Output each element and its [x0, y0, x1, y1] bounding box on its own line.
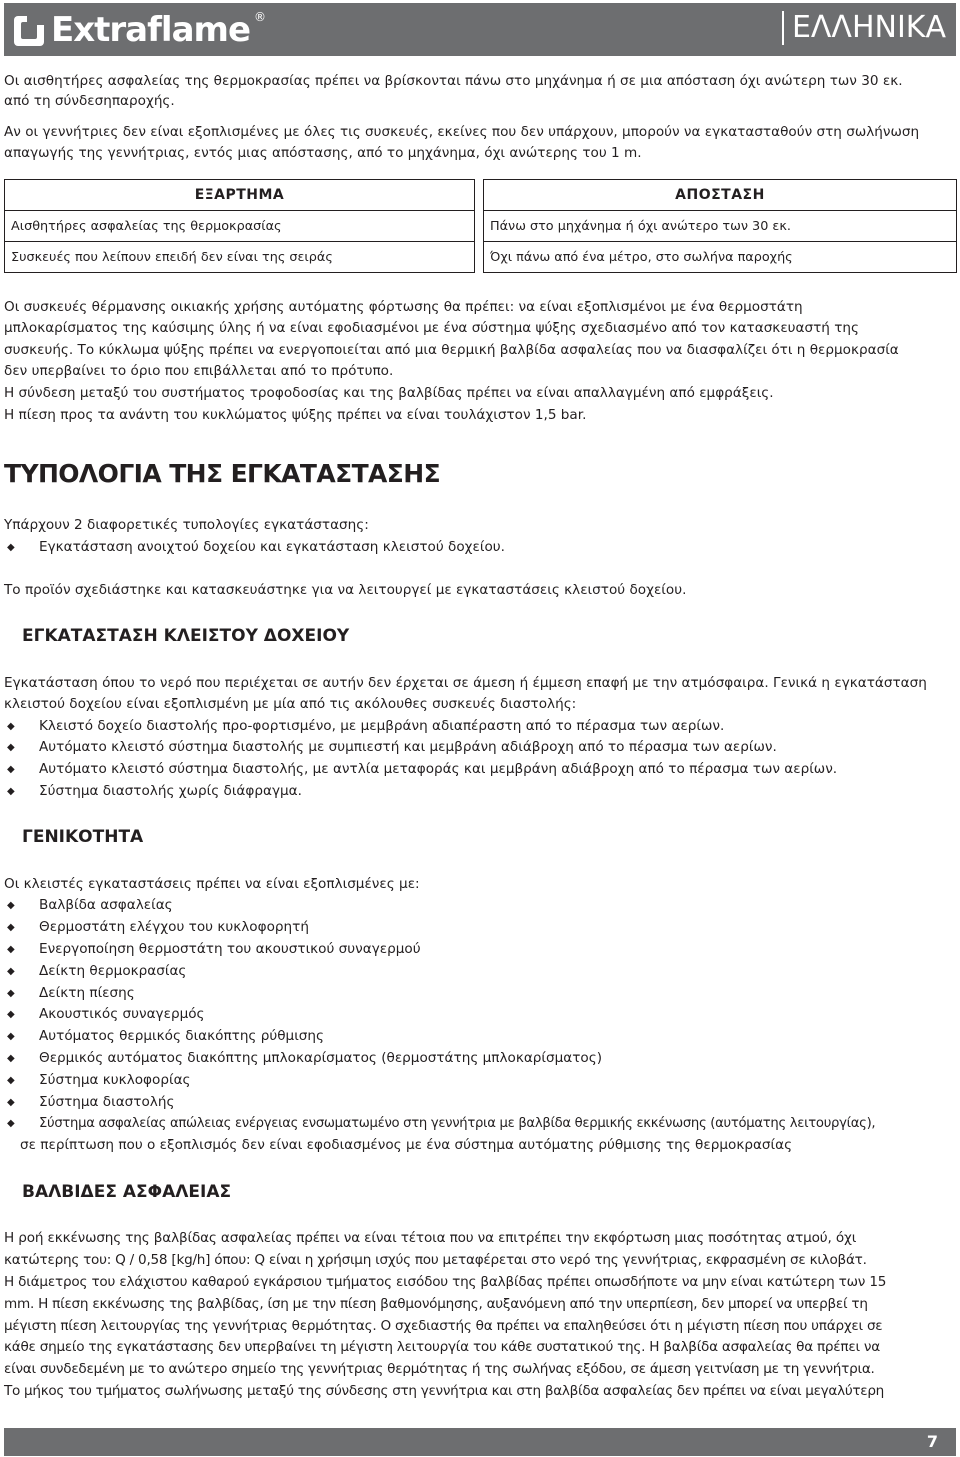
list-item: ◆ Δείκτη πίεσης — [4, 983, 135, 1005]
intro-line: από τη σύνδεσηπαροχής. — [4, 93, 175, 109]
bullet-icon: ◆ — [7, 922, 15, 933]
bullet-icon: ◆ — [7, 721, 15, 732]
paragraph-line: συσκευής. Το κύκλωμα ψύξης πρέπει να ενεργοποιείται από μια θερμική βαλβίδα ασφαλείας που να διασφαλίζει ότι η θερμοκρασία — [4, 342, 899, 358]
paragraph-line: Το μήκος του τμήματος σωλήνωσης μεταξύ της σύνδεσης στη γεννήτρια και στη βαλβίδα ασφαλείας δεν πρέπει να είναι μεγαλύτερη — [4, 1383, 884, 1399]
page-header — [4, 3, 956, 56]
list-item: ◆ Σύστημα κυκλοφορίας — [4, 1070, 191, 1092]
bullet-icon: ◆ — [7, 966, 15, 977]
bullet-icon: ◆ — [7, 542, 15, 553]
list-item-continuation: σε περίπτωση που ο εξοπλισμός δεν είναι εφοδιασμένος με ένα σύστημα αυτόματης ρύθμισης της θερμοκρασίας — [20, 1137, 793, 1153]
bullet-icon: ◆ — [7, 1075, 15, 1086]
list-item: ◆ Σύστημα ασφαλείας απώλειας ενέργειας ενσωματωμένο στη γεννήτρια με βαλβίδα θερμικής εκκένωσης (αυτόματης λειτουργίας), — [4, 1114, 875, 1135]
list-item: ◆ Ακουστικός συναγερμός — [4, 1004, 205, 1026]
intro-line: Αν οι γεννήτριες δεν είναι εξοπλισμένες με όλες τις συσκευές, εκείνες που δεν υπάρχουν, μπορούν να εγκατασταθούν στη σωλήνωση — [4, 124, 920, 140]
table-cell-item: Συσκευές που λείπουν επειδή δεν είναι της σειράς — [5, 242, 475, 273]
bullet-icon: ◆ — [7, 900, 15, 911]
brand-logo — [12, 8, 266, 52]
paragraph-line: κατώτερης του: Q / 0,58 [kg/h] όπου: Q είναι η χρήσιμη ισχύς που μεταφέρεται στο νερό της γεννήτριας, εκφρασμένη σε κιλοβάτ. — [4, 1252, 867, 1268]
list-item: ◆ Ενεργοποίηση θερμοστάτη του ακουστικού συναγερμού — [4, 939, 421, 961]
list-item: ◆ Σύστημα διαστολής χωρίς διάφραγμα. — [4, 781, 302, 803]
section-subtitle: ΕΓΚΑΤΑΣΤΑΣΗ ΚΛΕΙΣΤΟΥ ΔΟΧΕΙΟΥ — [22, 626, 350, 646]
list-item: ◆ Σύστημα διαστολής — [4, 1092, 174, 1114]
list-item: ◆ Εγκατάσταση ανοιχτού δοχείου και εγκατάσταση κλειστού δοχείου. — [4, 537, 505, 559]
bullet-icon: ◆ — [7, 764, 15, 775]
paragraph-line: μπλοκαρίσματος της καύσιμης ύλης ή να είναι εφοδιασμένοι με ένα σύστημα ψύξης σχεδιασμένο από τον κατασκευαστή της — [4, 320, 860, 336]
divider — [782, 11, 784, 45]
paragraph-line: Η σύνδεση μεταξύ του συστήματος τροφοδοσίας και της βαλβίδας πρέπει να είναι απαλλαγμένη από εμφράξεις. — [4, 385, 774, 401]
list-item: ◆ Αυτόματο κλειστό σύστημα διαστολής με συμπιεστή και μεμβράνη αδιάβροχη από το πέρασμα των αερίων. — [4, 737, 777, 759]
paragraph-line: Οι κλειστές εγκαταστάσεις πρέπει να είναι εξοπλισμένες με: — [4, 876, 420, 892]
list-item: ◆ Αυτόματος θερμικός διακόπτης ρύθμισης — [4, 1026, 324, 1048]
flame-logo-icon — [12, 12, 48, 48]
section-title: ΤΥΠΟΛΟΓΙΑ ΤΗΣ ΕΓΚΑΤΑΣΤΑΣΗΣ — [4, 459, 441, 488]
table-cell-distance: Πάνω στο μηχάνημα ή όχι ανώτερο των 30 εκ. — [484, 211, 957, 242]
page-number: 7 — [926, 1432, 938, 1451]
list-item: ◆ Κλειστό δοχείο διαστολής προ-φορτισμένο, με μεμβράνη αδιαπέραστη από το πέρασμα των αερίων. — [4, 716, 724, 738]
paragraph-line: κάθε σημείο της εγκατάστασης δεν υπερβαίνει τη μέγιστη λειτουργία του κάθε συστατικού της. Η βαλβίδα ασφαλείας θα πρέπει να — [4, 1339, 880, 1355]
col-header-item: ΕΞΑΡΤΗΜΑ — [5, 180, 475, 211]
paragraph-line: Η ροή εκκένωσης της βαλβίδας ασφαλείας πρέπει να είναι τέτοια που να επιτρέπει την εκφόρτωση μιας ποσότητας ατμού, όχι — [4, 1230, 857, 1246]
paragraph-line: mm. Η πίεση εκκένωσης της βαλβίδας, ίση με την πίεση βαθμονόμησης, αυξανόμενη από την υπερπίεση, δεν μπορεί να υπερβεί τη — [4, 1296, 868, 1312]
bullet-icon: ◆ — [7, 1097, 15, 1108]
paragraph-line: Η πίεση προς τα ανάντη του κυκλώματος ψύξης πρέπει να είναι τουλάχιστον 1,5 bar. — [4, 407, 587, 423]
table-row — [5, 242, 957, 273]
intro-line: Οι αισθητήρες ασφαλείας της θερμοκρασίας πρέπει να βρίσκονται πάνω στο μηχάνημα ή σε μια απόσταση όχι ανώτερη των 30 εκ. — [4, 73, 903, 89]
paragraph-line: μέγιστη πίεση λειτουργίας της γεννήτριας θερμότητας. Ο σχεδιαστής θα πρέπει να επαληθεύσει ότι η μέγιστη πίεση που υπάρχει σε — [4, 1318, 883, 1334]
paragraph-line: Εγκατάσταση όπου το νερό που περιέχεται σε αυτήν δεν έρχεται σε άμεση ή έμμεση επαφή με την ατμόσφαιρα. Γενικά η εγκατάσταση — [4, 675, 927, 691]
paragraph-line: Το προϊόν σχεδιάστηκε και κατασκευάστηκε για να λειτουργεί με εγκαταστάσεις κλειστού δοχείου. — [4, 582, 687, 598]
section-subtitle: ΓΕΝΙΚΟΤΗΤΑ — [22, 827, 144, 847]
bullet-icon: ◆ — [7, 1118, 15, 1129]
bullet-icon: ◆ — [7, 944, 15, 955]
section-subtitle: ΒΑΛΒΙΔΕΣ ΑΣΦΑΛΕΙΑΣ — [22, 1182, 232, 1202]
paragraph-line: Οι συσκευές θέρμανσης οικιακής χρήσης αυτόματης φόρτωσης θα πρέπει: να είναι εξοπλισμένοι με ένα θερμοστάτη — [4, 299, 803, 315]
page-footer — [4, 1428, 956, 1456]
list-item: ◆ Δείκτη θερμοκρασίας — [4, 961, 186, 983]
list-item: ◆ Βαλβίδα ασφαλείας — [4, 895, 173, 917]
bullet-icon: ◆ — [7, 742, 15, 753]
paragraph-line: Η διάμετρος του ελάχιστου καθαρού εγκάρσιου τμήματος εισόδου της βαλβίδας πρέπει οπωσδήποτε να μην είναι κατώτερη των 15 — [4, 1274, 887, 1290]
paragraph-line: Υπάρχουν 2 διαφορετικές τυπολογίες εγκατάστασης: — [4, 517, 369, 533]
bullet-icon: ◆ — [7, 988, 15, 999]
paragraph-line: κλειστού δοχείου είναι εξοπλισμένη με μία από τις ακόλουθες συσκευές διαστολής: — [4, 696, 577, 712]
table-header-row — [5, 180, 957, 211]
intro-line: απαγωγής της γεννήτριας, εντός μιας απόστασης, από το μηχάνημα, όχι ανώτερης του 1 m. — [4, 145, 642, 161]
table-cell-distance: Όχι πάνω από ένα μέτρο, στο σωλήνα παροχής — [484, 242, 957, 273]
table-cell-item: Αισθητήρες ασφαλείας της θερμοκρασίας — [5, 211, 475, 242]
bullet-icon: ◆ — [7, 1009, 15, 1020]
distance-table — [4, 179, 957, 273]
logo-wordmark: Extraflame — [51, 10, 250, 50]
language-label — [782, 10, 946, 45]
paragraph-line: δεν υπερβαίνει το όριο που επιβάλλεται από το πρότυπο. — [4, 363, 394, 379]
bullet-icon: ◆ — [7, 786, 15, 797]
list-item: ◆ Θερμοστάτη ελέγχου του κυκλοφορητή — [4, 917, 309, 939]
list-item: ◆ Θερμικός αυτόματος διακόπτης μπλοκαρίσματος (θερμοστάτης μπλοκαρίσματος) — [4, 1048, 602, 1070]
list-item: ◆ Αυτόματο κλειστό σύστημα διαστολής, με αντλία μεταφοράς και μεμβράνη αδιάβροχη από το πέρασμα των αερίων. — [4, 759, 837, 781]
bullet-icon: ◆ — [7, 1031, 15, 1042]
table-row — [5, 211, 957, 242]
registered-mark: ® — [254, 10, 266, 24]
language-text: ΕΛΛΗΝΙΚΑ — [791, 10, 946, 45]
bullet-icon: ◆ — [7, 1053, 15, 1064]
col-header-distance: ΑΠΟΣΤΑΣΗ — [484, 180, 957, 211]
paragraph-line: είναι συνδεδεμένη με το ανώτερο σημείο της γεννήτριας θερμότητας ή της σωλήνας εξόδου, σε άμεση γειτνίαση με τη γεννήτρια. — [4, 1361, 875, 1377]
